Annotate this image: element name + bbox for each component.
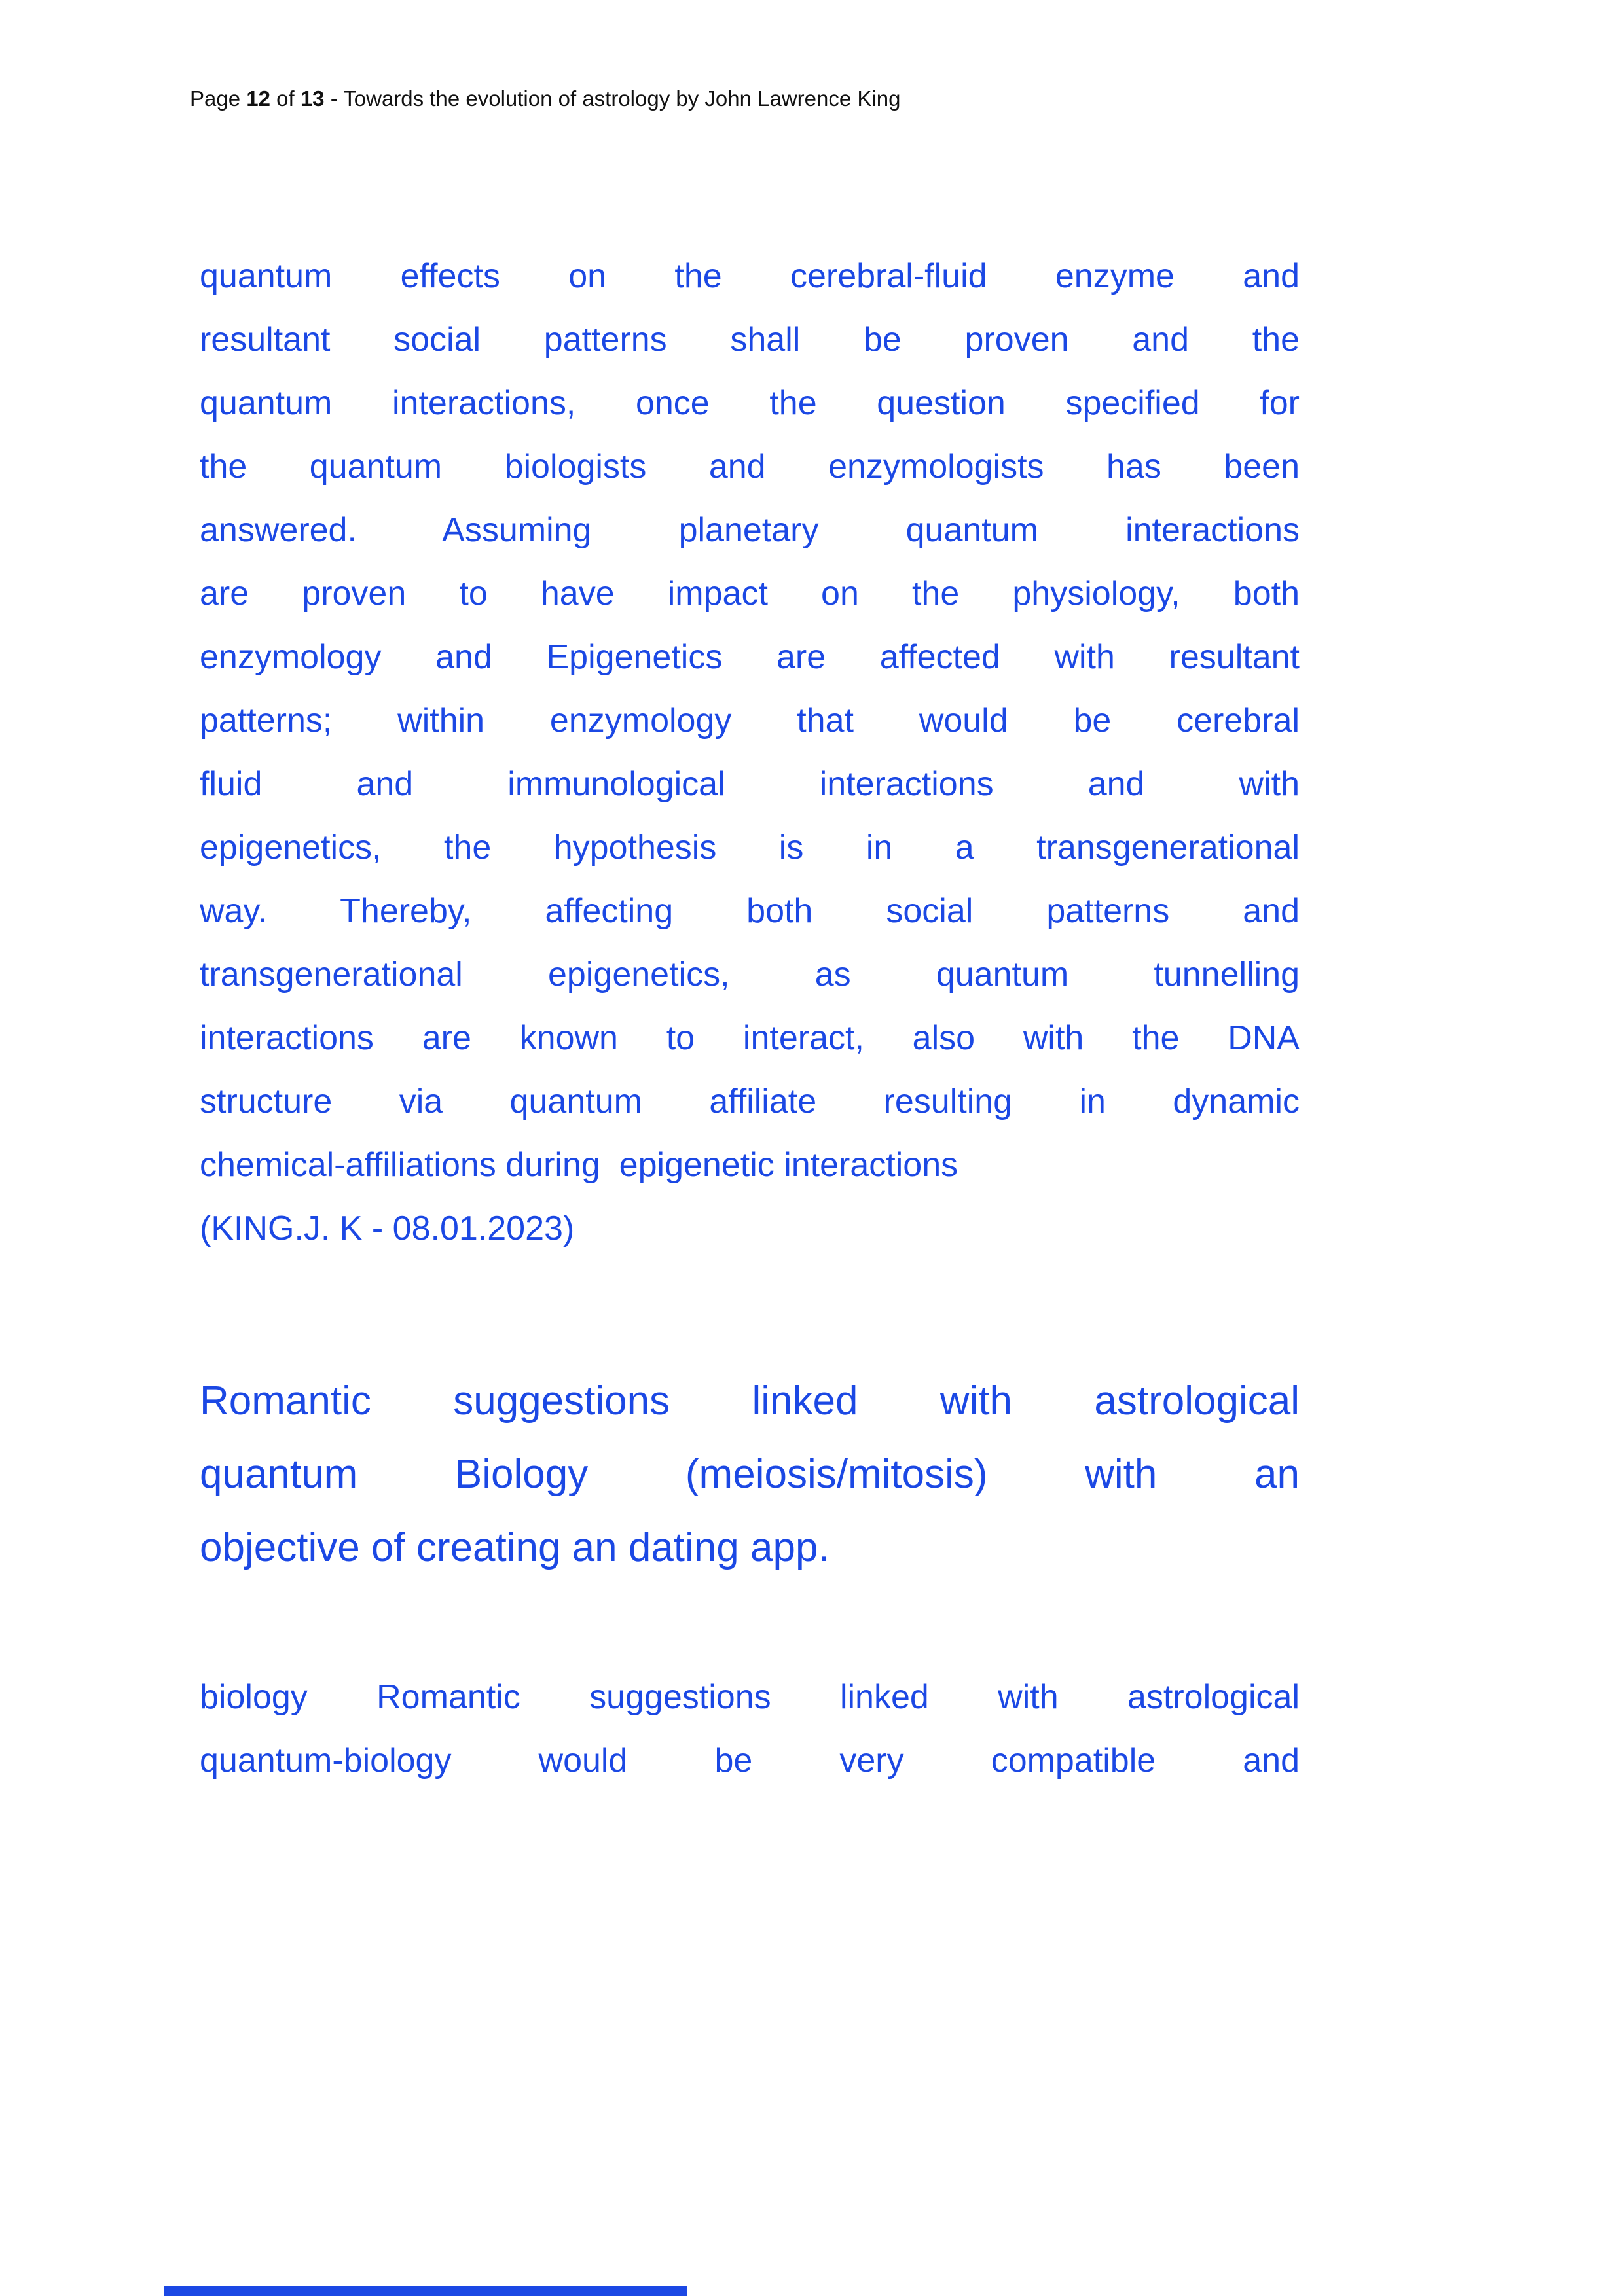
text-line: way. Thereby, affecting both social patterns and [200, 892, 1300, 930]
header-page-number: 12 [246, 86, 270, 111]
text-line: resultant social patterns shall be proven and the [200, 321, 1300, 359]
body-paragraph-2 [200, 1666, 1300, 1793]
header-document-title: - Towards the evolution of astrology by John Lawrence King [324, 86, 901, 111]
body-paragraph-1 [200, 245, 1300, 1261]
text-line: enzymology and Epigenetics are affected with resultant [200, 638, 1300, 676]
header-of-word: of [270, 86, 301, 111]
text-line: interactions are known to interact, also with the DNA [200, 1019, 1300, 1057]
text-line: biology Romantic suggestions linked with astrological [200, 1678, 1300, 1716]
text-line: are proven to have impact on the physiology, both [200, 575, 1300, 613]
page-header [190, 85, 900, 113]
text-line: quantum-biology would be very compatible and [200, 1742, 1300, 1780]
header-total-pages: 13 [300, 86, 325, 111]
text-line: the quantum biologists and enzymologists has been [200, 448, 1300, 486]
text-line: patterns; within enzymology that would be cerebral [200, 702, 1300, 740]
heading-line: objective of creating an dating app. [200, 1525, 830, 1570]
text-line: chemical-affiliations during epigenetic interactions [200, 1146, 958, 1184]
section-heading [200, 1365, 1300, 1585]
heading-line: Romantic suggestions linked with astrological [200, 1378, 1300, 1424]
header-page-word: Page [190, 86, 247, 111]
text-line: quantum effects on the cerebral-fluid enzyme and [200, 257, 1300, 295]
text-line: quantum interactions, once the question specified for [200, 384, 1300, 422]
footer-accent-bar [164, 2286, 687, 2296]
heading-line: quantum Biology (meiosis/mitosis) with an [200, 1452, 1300, 1497]
text-line: fluid and immunological interactions and with [200, 765, 1300, 803]
citation-line: (KING.J. K - 08.01.2023) [200, 1210, 575, 1247]
text-line: answered. Assuming planetary quantum interactions [200, 511, 1300, 549]
text-line: structure via quantum affiliate resulting in dynamic [200, 1083, 1300, 1121]
text-line: epigenetics, the hypothesis is in a transgenerational [200, 829, 1300, 867]
text-line: transgenerational epigenetics, as quantum tunnelling [200, 956, 1300, 994]
